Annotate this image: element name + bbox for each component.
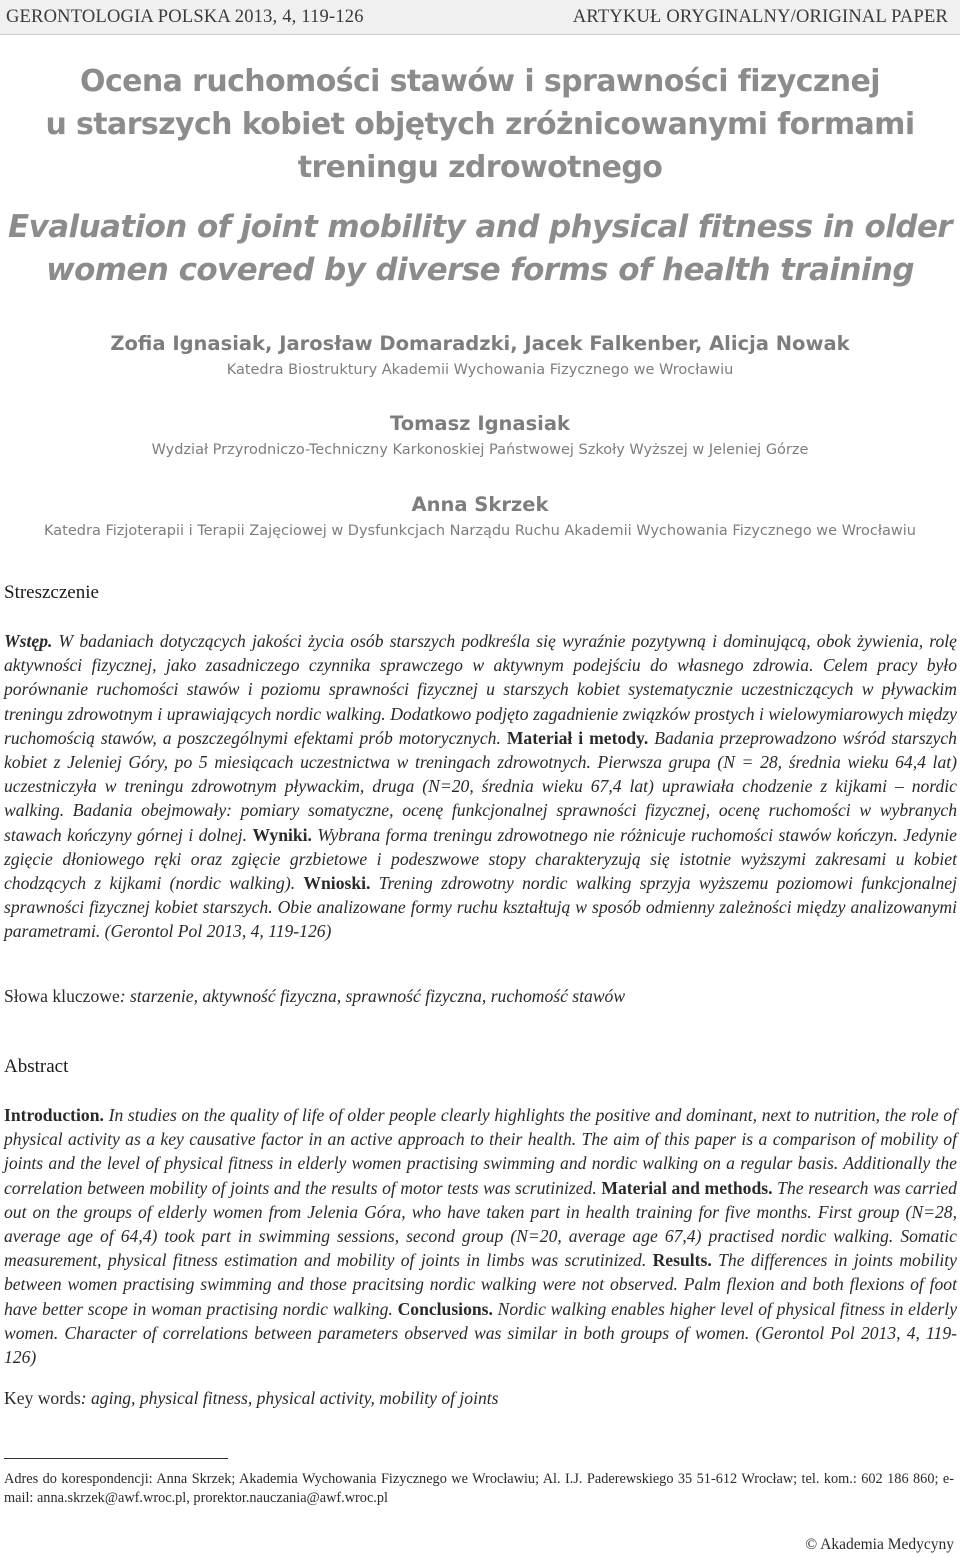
streszczenie-body [4, 629, 957, 944]
keywords-english-text: : aging, physical fitness, physical activity, mobility of joints [80, 1388, 499, 1408]
copyright-notice: © Akademia Medycyny [805, 1536, 954, 1553]
affiliation-2: Wydział Przyrodniczo-Techniczny Karkonoskiej Państwowej Szkoły Wyższej w Jeleniej Górze [151, 442, 809, 458]
authors-group-3: Anna Skrzek [411, 493, 549, 516]
abstract-results-text: The differences in joints mobility between women practising swimming and those pracitsing nordic walking were not observed. Palm flexion and both flexions of foot have better scope in woman practising nordic walking. [4, 1250, 957, 1319]
keywords-polish [4, 986, 625, 1007]
streszczenie-results-label: Wyniki. [252, 824, 312, 845]
title-polish-line-2: u starszych kobiet objętych zróżnicowanymi formami [45, 107, 915, 142]
title-english [0, 206, 960, 292]
keywords-polish-text: : starzenie, aktywność fizyczna, sprawność fizyczna, ruchomość stawów [119, 986, 626, 1006]
abstract-intro-label: Introduction. [4, 1105, 104, 1125]
abstract-conclusions-label: Conclusions. [397, 1298, 493, 1319]
title-polish [0, 60, 960, 189]
correspondence-footnote: Adres do korespondencji: Anna Skrzek; Akademia Wychowania Fizycznego we Wrocławiu; Al. I.J. Paderewskiego 35 51-612 Wrocław; tel. kom.: 602 186 860; e-mail: anna.skrzek@awf.wroc.pl, prorektor.nauczania@awf.wroc.pl [4, 1471, 954, 1506]
streszczenie-methods-label: Materiał i metody. [506, 727, 649, 748]
abstract-methods-label: Material and methods. [601, 1177, 773, 1198]
affiliation-3: Katedra Fizjoterapii i Terapii Zajęciowej w Dysfunkcjach Narządu Ruchu Akademii Wychowania Fizycznego we Wrocławiu [44, 523, 916, 539]
footnote-rule [4, 1458, 228, 1459]
authors-group-2: Tomasz Ignasiak [389, 412, 570, 435]
abstract-body [4, 1103, 957, 1369]
title-polish-line-3: treningu zdrowotnego [297, 150, 663, 185]
abstract-intro-text: In studies on the quality of life of older people clearly highlights the positive and dominant, next to nutrition, the role of physical activity as a key causative factor in an active approach to their health. The aim of this paper is a comparison of mobility of joints and the level of physical fitness in elderly women practising swimming and nordic walking on a regular basis. Additionally the correlation between mobility of joints and the results of motor tests was scrutinized. [4, 1105, 957, 1198]
affiliation-1: Katedra Biostruktury Akademii Wychowania Fizycznego we Wrocławiu [226, 362, 734, 378]
authors-group-1: Zofia Ignasiak, Jarosław Domaradzki, Jacek Falkenber, Alicja Nowak [110, 332, 850, 355]
streszczenie-results-text: Wybrana forma treningu zdrowotnego nie różnicuje ruchomości stawów kończyn. Jedynie zgięcie dłoniowego ręki oraz zgięcie grzbietowe i podeszwowe stopy charakteryzują się istotnie wyższymi zakresami u kobiet chodzących z kijkami (nordic walking). [4, 824, 957, 894]
keywords-english [4, 1388, 499, 1409]
title-polish-line-1: Ocena ruchomości stawów i sprawności fizycznej [80, 64, 880, 99]
keywords-english-label: Key words [4, 1388, 81, 1408]
streszczenie-heading: Streszczenie [4, 582, 99, 603]
abstract-methods-text: The research was carried out on the groups of elderly women from Jelenia Góra, who have taken part in health training for five months. First group (N=28, average age of 64,4) took part in swimming sessions, second group (N=20, average age 67,4) practised nordic walking. Somatic measurement, physical fitness estimation and mobility of joints in limbs was scrutinized. [4, 1177, 957, 1271]
streszczenie-conclusions-label: Wnioski. [303, 873, 371, 894]
article-type: ARTYKUŁ ORYGINALNY/ORIGINAL PAPER [572, 7, 948, 27]
streszczenie-intro-label: Wstęp. [4, 631, 53, 651]
journal-header-bar [0, 0, 960, 35]
abstract-heading: Abstract [4, 1056, 69, 1077]
streszczenie-methods-text: Badania przeprowadzono wśród starszych kobiet z Jeleniej Góry, po 5 miesiącach uczestnictwa w treningach zdrowotnych. Pierwsza grupa (N = 28, średnia wieku 64,4 lat) uczestniczyła w treningu zdrowotnym pływackim, druga (N=20, średnia wieku 67,4 lat) uprawiała chodzenie z kijkami – nordic walking. Badania obejmowały: pomiary somatyczne, ocenę funkcjonalnej sprawności fizycznej, ocenę ruchomości w wybranych stawach kończyny górnej i dolnej. [4, 727, 957, 845]
streszczenie-conclusions-text: Trening zdrowotny nordic walking sprzyja wyższemu poziomowi funkcjonalnej sprawności fizycznej kobiet starszych. Obie analizowane formy ruchu kształtują w sposób odmienny zależności między analizowanymi parametrami. (Gerontol Pol 2013, 4, 119-126) [4, 873, 957, 942]
title-english-line-1: Evaluation of joint mobility and physical fitness in older [8, 209, 952, 245]
keywords-polish-label: Słowa kluczowe [4, 986, 120, 1006]
abstract-results-label: Results. [652, 1250, 712, 1271]
journal-citation: GERONTOLOGIA POLSKA 2013, 4, 119-126 [6, 7, 364, 27]
title-english-line-2: women covered by diverse forms of health training [46, 252, 914, 288]
abstract-conclusions-text: Nordic walking enables higher level of physical fitness in elderly women. Character of correlations between parameters observed was similar in both groups of women. (Gerontol Pol 2013, 4, 119-126) [4, 1298, 958, 1368]
streszczenie-intro-text: W badaniach dotyczących jakości życia osób starszych podkreśla się wyraźnie pozytywną i dominującą, obok żywienia, rolę aktywności fizycznej, jako zasadniczego czynnika sprawczego w aktywnym podejściu do własnego zdrowia. Celem pracy było porównanie ruchomości stawów i poziomu sprawności fizycznej u starszych kobiet systematycznie uczestniczących w pływackim treningu zdrowotnym i uprawiających nordic walking. Dodatkowo podjęto zagadnienie związków prostych i wielowymiarowych między ruchomością stawów, a poszczególnymi efektami prób motorycznych. [4, 631, 957, 748]
